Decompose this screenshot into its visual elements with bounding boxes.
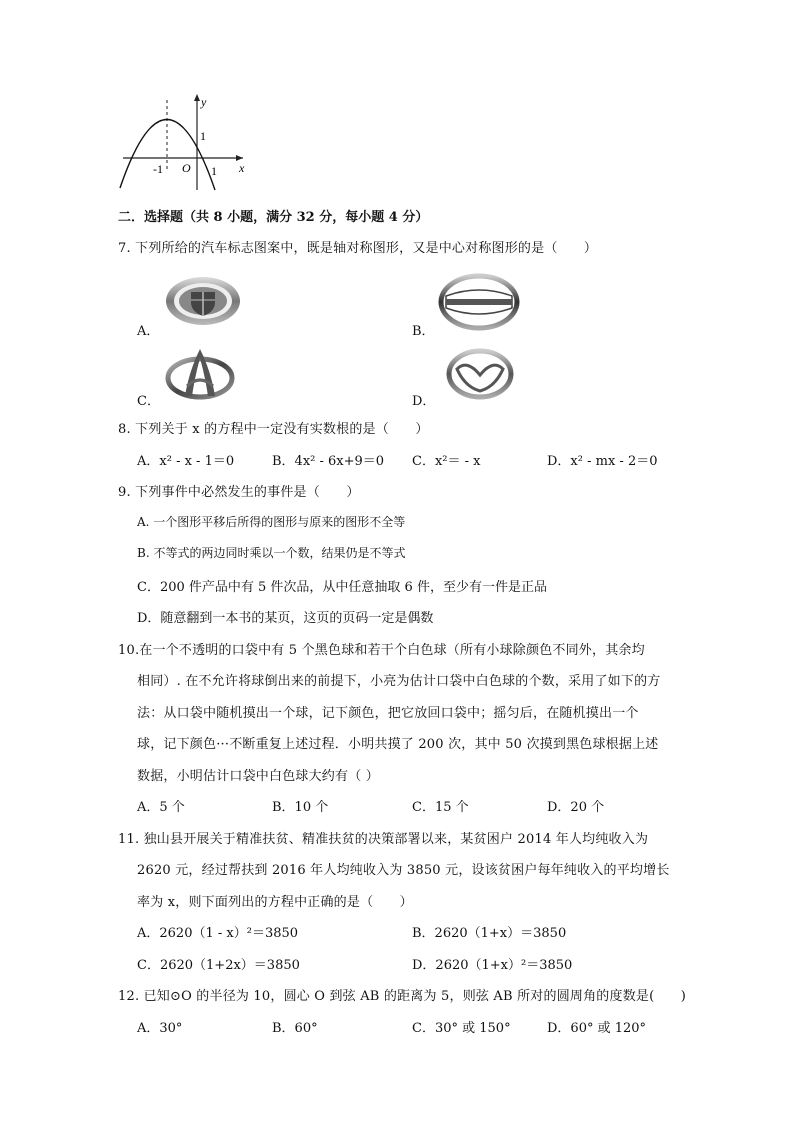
q10-line-2: 相同）. 在不允许将球倒出来的前提下，小亮为估计口袋中白色球的个数，采用了如下的方 xyxy=(137,674,661,689)
q11-line-2: 2620 元，经过帮扶到 2016 年人均纯收入为 3850 元，设该贫困户每年纯收入的平均增长 xyxy=(137,863,670,878)
q9-option-c: C．200 件产品中有 5 件次品，从中任意抽取 6 件，至少有一件是正品 xyxy=(137,580,547,595)
q9-option-a: A. 一个图形平移后所得的图形与原来的图形不全等 xyxy=(137,515,406,529)
q7-option-c: C． xyxy=(137,394,160,409)
tick-neg1: -1 xyxy=(153,162,163,176)
q11-option-b: B．2620（1+x）＝3850 xyxy=(412,926,567,941)
q8-option-c: C．x²＝ - x xyxy=(412,454,481,469)
q7-option-a: A． xyxy=(137,324,160,339)
q8-option-a: A．x² - x - 1＝0 xyxy=(137,454,235,469)
q12-option-b: B．60° xyxy=(272,1021,318,1036)
q11-option-d: D．2620（1+x）²＝3850 xyxy=(412,958,573,973)
q12-option-a: A．30° xyxy=(137,1021,183,1036)
q10-option-b: B．10 个 xyxy=(272,800,329,815)
q12-option-c: C．30° 或 150° xyxy=(412,1021,511,1036)
q8-option-d: D．x² - mx - 2＝0 xyxy=(547,454,658,469)
q8-stem: 8. 下列关于 x 的方程中一定没有实数根的是（ ） xyxy=(118,422,429,437)
q11-line-3: 率为 x，则下面列出的方程中正确的是（ ） xyxy=(137,895,413,910)
car-logo-a-icon xyxy=(163,274,243,329)
section-title: 二．选择题（共 8 小题，满分 32 分，每小题 4 分） xyxy=(118,210,429,225)
q9-option-d: D．随意翻到一本书的某页，这页的页码一定是偶数 xyxy=(137,611,434,626)
parabola-graph xyxy=(115,90,255,195)
q9-stem: 9. 下列事件中必然发生的事件是（ ） xyxy=(118,485,360,500)
car-logo-b-icon xyxy=(438,272,520,332)
q12-stem: 12. 已知⊙O 的半径为 10，圆心 O 到弦 AB 的距离为 5，则弦 AB 所对的圆周角的度数是( ) xyxy=(118,989,687,1004)
q12-option-d: D．60° 或 120° xyxy=(547,1021,647,1036)
car-logo-d-icon xyxy=(445,347,515,402)
q7-option-d: D． xyxy=(412,394,436,409)
q8-option-b: B．4x² - 6x+9＝0 xyxy=(272,454,385,469)
q11-option-c: C．2620（1+2x）＝3850 xyxy=(137,958,300,973)
q10-option-d: D．20 个 xyxy=(547,800,605,815)
q11-line-1: 11. 独山县开展关于精准扶贫、精准扶贫的决策部署以来，某贫困户 2014 年人均纯收入为 xyxy=(118,832,649,847)
q10-line-1: 10.在一个不透明的口袋中有 5 个黑色球和若干个白色球（所有小球除颜色不同外，其余均 xyxy=(118,643,645,658)
tick-1: 1 xyxy=(211,164,217,178)
q10-line-3: 法：从口袋中随机摸出一个球，记下颜色，把它放回口袋中；摇匀后，在随机摸出一个 xyxy=(137,706,639,721)
q10-line-4: 球，记下颜色···不断重复上述过程．小明共摸了 200 次，其中 50 次摸到黑色球根据上述 xyxy=(137,737,659,752)
q10-option-a: A．5 个 xyxy=(137,800,185,815)
y-tick-1: 1 xyxy=(200,129,206,143)
q7-stem: 7. 下列所给的汽车标志图案中，既是轴对称图形，又是中心对称图形的是（ ） xyxy=(118,241,598,256)
y-axis-label: y xyxy=(201,95,207,109)
x-axis-label: x xyxy=(239,161,245,175)
q11-option-a: A．2620（1 - x）²＝3850 xyxy=(137,926,299,941)
q7-option-b: B． xyxy=(412,324,435,339)
q10-option-c: C．15 个 xyxy=(412,800,469,815)
car-logo-c-icon xyxy=(165,346,235,401)
origin-label: O xyxy=(182,161,191,175)
q9-option-b: B. 不等式的两边同时乘以一个数，结果仍是不等式 xyxy=(137,546,406,560)
q10-line-5: 数据，小明估计口袋中白色球大约有（ ） xyxy=(137,769,379,784)
